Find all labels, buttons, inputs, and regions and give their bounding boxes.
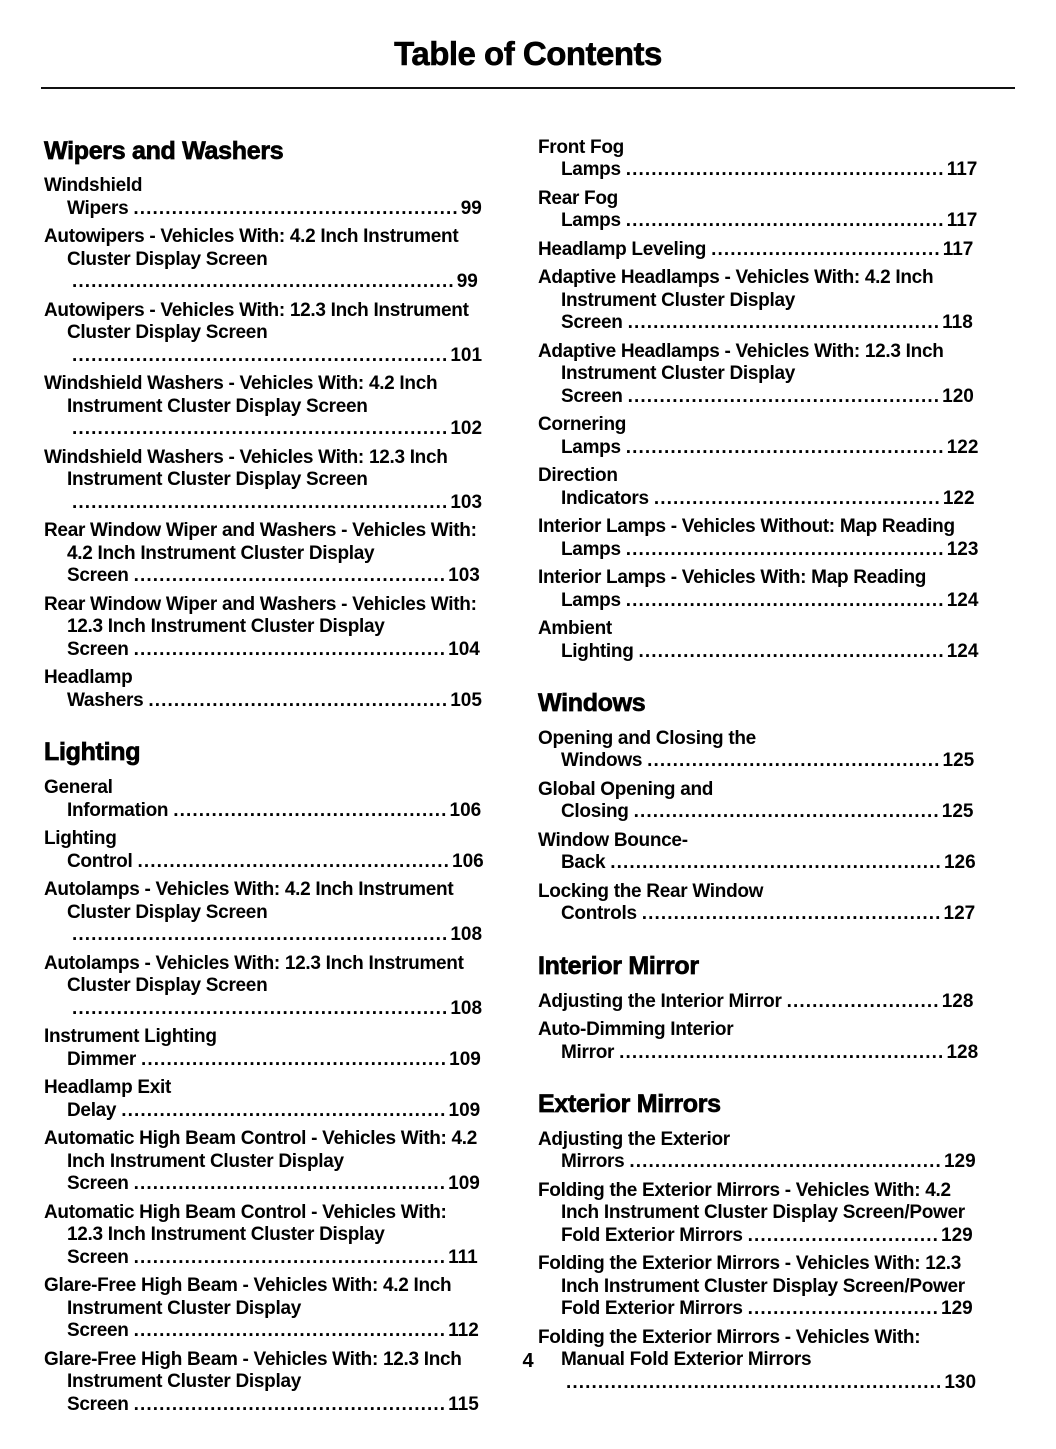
toc-entry [538, 188, 980, 233]
toc-entry-title: Windshield Wipers [44, 175, 143, 219]
toc-entry [538, 516, 980, 561]
toc-entry [44, 300, 485, 368]
dot-leader: ................................................. [627, 385, 941, 407]
toc-entry-title: Windshield Washers - Vehicles With: 12.3 Inch Instrument Cluster Display Screen [44, 446, 448, 491]
dot-leader: ................................................. [133, 1173, 447, 1195]
toc-entry-title: Cornering Lamps [538, 414, 627, 458]
toc-entry-page: 106 [449, 799, 482, 821]
dot-leader: .................................... [711, 238, 941, 260]
toc-entry-page: 120 [942, 385, 974, 407]
toc-entry-page: 103 [448, 565, 480, 587]
toc-entry [538, 830, 980, 875]
dot-leader: ........................................................... [566, 1371, 943, 1393]
toc-entry-title: Windshield Washers - Vehicles With: 4.2 Inch Instrument Cluster Display Screen [44, 373, 438, 417]
toc-entry [44, 777, 485, 822]
toc-entry-title: Autolamps - Vehicles With: 4.2 Inch Instrument Cluster Display Screen [44, 879, 454, 923]
dot-leader: .............................. [747, 1224, 939, 1246]
toc-entry [44, 1202, 485, 1270]
dot-leader: ........................................... [173, 799, 448, 821]
dot-leader: ........................................................... [72, 997, 449, 1019]
toc-entry-page: 128 [946, 1041, 979, 1063]
toc-entry [538, 618, 980, 663]
toc-entry-title: Front Fog Lamps [538, 136, 624, 181]
toc-entry [538, 779, 980, 824]
toc-entry-title: Glare-Free High Beam - Vehicles With: 12.3 Inch Instrument Cluster Display Screen [44, 1348, 462, 1415]
dot-leader: .................................................. [625, 210, 945, 232]
toc-entry-title: Folding the Exterior Mirrors - Vehicles With: 12.3 Inch Instrument Cluster Display Screen/Power Fold Exterior Mirrors [538, 1253, 965, 1320]
toc-entry-title: Headlamp Exit Delay [44, 1077, 172, 1121]
dot-leader: ........................................................... [72, 418, 449, 440]
dot-leader: ........................................................... [72, 344, 449, 366]
section-heading-windows: Windows [538, 689, 646, 718]
dot-leader: .................................................. [625, 159, 945, 181]
toc-entry-page: 122 [946, 436, 979, 458]
toc-entry-title: Rear Window Wiper and Washers - Vehicles With: 4.2 Inch Instrument Cluster Display Screen [44, 520, 477, 587]
toc-entry-page: 105 [450, 689, 482, 711]
toc-entry-title: Interior Lamps - Vehicles With: Map Reading Lamps [538, 567, 927, 611]
dot-leader: ............................................................ [72, 271, 455, 293]
toc-entry-title: Opening and Closing the Windows [538, 727, 756, 772]
toc-entry [538, 567, 980, 612]
dot-leader: ............................................. [653, 487, 941, 509]
toc-entry [538, 991, 980, 1014]
dot-leader: ................................................. [133, 1246, 447, 1268]
dot-leader: ................................................ [140, 1048, 448, 1070]
section-heading-lighting: Lighting [44, 738, 141, 767]
toc-entry [44, 1275, 485, 1343]
toc-entry-page: 130 [944, 1371, 977, 1393]
toc-column-left [44, 137, 485, 1423]
toc-entry-page: 102 [450, 418, 483, 440]
toc-entry [44, 1077, 485, 1122]
dot-leader: ................................................. [629, 1151, 942, 1173]
dot-leader: .............................. [747, 1298, 939, 1320]
toc-entry-page: 108 [450, 997, 483, 1019]
toc-entry [44, 175, 485, 220]
toc-entry-page: 117 [946, 210, 978, 232]
toc-entry-title: Folding the Exterior Mirrors - Vehicles With: 4.2 Inch Instrument Cluster Display Screen/Power Fold Exterior Mirrors [538, 1179, 965, 1246]
toc-column-right [538, 137, 980, 1423]
toc-entry-title: Ambient Lighting [538, 618, 634, 662]
toc-entry-title: Lighting Control [44, 828, 133, 872]
toc-entry [44, 226, 485, 294]
toc-entry [538, 728, 980, 773]
dot-leader: ................................................. [133, 565, 447, 587]
page-number: 4 [522, 1350, 534, 1372]
dot-leader: .................................................... [610, 852, 942, 874]
dot-leader: ................................................. [627, 312, 941, 334]
dot-leader: ............................................... [148, 689, 449, 711]
dot-leader: .............................................. [647, 750, 941, 772]
toc-entry-page: 99 [460, 197, 482, 219]
toc-entry [44, 373, 485, 441]
toc-entry-title: Rear Fog Lamps [538, 187, 621, 232]
toc-entry-title: Headlamp Leveling [538, 238, 707, 260]
toc-entry-page: 99 [456, 271, 478, 293]
toc-entry-title: Interior Lamps - Vehicles Without: Map Reading Lamps [538, 516, 955, 560]
toc-entry-page: 115 [448, 1393, 479, 1415]
toc-entry [538, 1129, 980, 1174]
toc-entry [538, 267, 980, 335]
dot-leader: ................................................... [121, 1099, 447, 1121]
dot-leader: ................................................... [619, 1041, 945, 1063]
toc-entry-title: Adaptive Headlamps - Vehicles With: 12.3 Inch Instrument Cluster Display Screen [538, 340, 944, 407]
section-heading-interior-mirror: Interior Mirror [538, 951, 699, 980]
toc-entry [538, 341, 980, 409]
toc-entry-page: 126 [943, 852, 976, 874]
toc-entry [538, 1180, 980, 1248]
toc-entry-page: 104 [448, 638, 480, 660]
dot-leader: ........................................................... [72, 491, 449, 513]
toc-entry-page: 109 [448, 1173, 480, 1195]
toc-entry-title: Adjusting the Exterior Mirrors [538, 1128, 730, 1173]
toc-entry-page: 117 [946, 159, 978, 181]
dot-leader: ........................ [786, 990, 940, 1012]
toc-entry-page: 129 [943, 1151, 976, 1173]
toc-entry-title: Locking the Rear Window Controls [538, 880, 764, 925]
toc-entry [44, 828, 485, 873]
toc-entry [44, 953, 485, 1021]
toc-entry-page: 124 [946, 640, 979, 662]
toc-entry [538, 239, 980, 262]
toc-entry-page: 125 [941, 801, 974, 823]
toc-entry-page: 109 [448, 1099, 481, 1121]
page-title: Table of Contents [394, 35, 662, 72]
toc-entry-page: 118 [942, 312, 973, 334]
toc-entry-page: 103 [450, 491, 483, 513]
section-heading-exterior-mirrors: Exterior Mirrors [538, 1090, 721, 1119]
dot-leader: ................................................ [638, 640, 945, 662]
toc-entry-title: Autolamps - Vehicles With: 12.3 Inch Instrument Cluster Display Screen [44, 952, 464, 997]
dot-leader: ........................................................... [72, 924, 449, 946]
toc-entry [538, 1019, 980, 1064]
toc-entry-title: Autowipers - Vehicles With: 12.3 Inch Instrument Cluster Display Screen [44, 299, 469, 344]
toc-columns [0, 89, 1056, 1423]
toc-entry-page: 127 [943, 903, 976, 925]
dot-leader: ................................................. [133, 1393, 447, 1415]
toc-entry [44, 1128, 485, 1196]
toc-entry-title: Headlamp Washers [44, 667, 144, 711]
toc-entry [538, 465, 980, 510]
toc-entry-page: 106 [452, 850, 484, 872]
toc-entry-page: 129 [941, 1298, 973, 1320]
toc-entry-page: 108 [450, 924, 483, 946]
toc-entry-page: 117 [942, 238, 974, 260]
toc-entry-title: Glare-Free High Beam - Vehicles With: 4.2 Inch Instrument Cluster Display Screen [44, 1275, 452, 1342]
dot-leader: ................................................ [633, 801, 940, 823]
toc-entry [538, 881, 980, 926]
toc-entry [44, 520, 485, 588]
toc-entry [538, 137, 980, 182]
toc-entry [44, 1026, 485, 1071]
toc-entry-page: 123 [946, 538, 979, 560]
toc-entry-title: Autowipers - Vehicles With: 4.2 Inch Instrument Cluster Display Screen [44, 226, 459, 270]
toc-entry [538, 1253, 980, 1321]
toc-entry-page: 111 [448, 1246, 478, 1268]
toc-entry-title: Window Bounce-Back [538, 829, 688, 874]
toc-entry-page: 128 [941, 990, 974, 1012]
dot-leader: .................................................. [625, 436, 945, 458]
toc-entry [44, 667, 485, 712]
dot-leader: ................................................. [133, 638, 447, 660]
toc-entry-title: General Information [44, 777, 169, 821]
toc-entry-title: Automatic High Beam Control - Vehicles With: 12.3 Inch Instrument Cluster Display Screen [44, 1201, 447, 1268]
dot-leader: ................................................. [133, 1320, 447, 1342]
toc-entry [44, 447, 485, 515]
toc-entry [44, 879, 485, 947]
toc-entry-page: 125 [942, 750, 975, 772]
section-heading-wipers-and-washers: Wipers and Washers [44, 136, 284, 165]
toc-entry-page: 109 [449, 1048, 481, 1070]
dot-leader: .................................................. [625, 589, 945, 611]
toc-entry-title: Direction Indicators [538, 465, 649, 509]
toc-entry-page: 122 [942, 487, 975, 509]
toc-entry [44, 594, 485, 662]
toc-entry-title: Adaptive Headlamps - Vehicles With: 4.2 Inch Instrument Cluster Display Screen [538, 267, 934, 334]
toc-entry-page: 101 [450, 344, 483, 366]
toc-entry-title: Folding the Exterior Mirrors - Vehicles With: Manual Fold Exterior Mirrors [538, 1326, 921, 1371]
toc-entry-title: Instrument Lighting Dimmer [44, 1026, 217, 1070]
toc-entry-title: Adjusting the Interior Mirror [538, 990, 782, 1012]
toc-entry-page: 129 [941, 1224, 973, 1246]
toc-entry-page: 124 [946, 589, 979, 611]
toc-entry-title: Global Opening and Closing [538, 778, 714, 823]
toc-entry-page: 112 [448, 1320, 479, 1342]
dot-leader: ............................................... [641, 903, 942, 925]
dot-leader: ................................................... [133, 197, 459, 219]
toc-entry [538, 414, 980, 459]
toc-entry-title: Automatic High Beam Control - Vehicles With: 4.2 Inch Instrument Cluster Display Screen [44, 1128, 478, 1195]
toc-entry-title: Auto-Dimming Interior Mirror [538, 1019, 734, 1063]
dot-leader: ................................................. [137, 850, 451, 872]
dot-leader: .................................................. [625, 538, 945, 560]
toc-entry-title: Rear Window Wiper and Washers - Vehicles With: 12.3 Inch Instrument Cluster Display Screen [44, 593, 477, 660]
